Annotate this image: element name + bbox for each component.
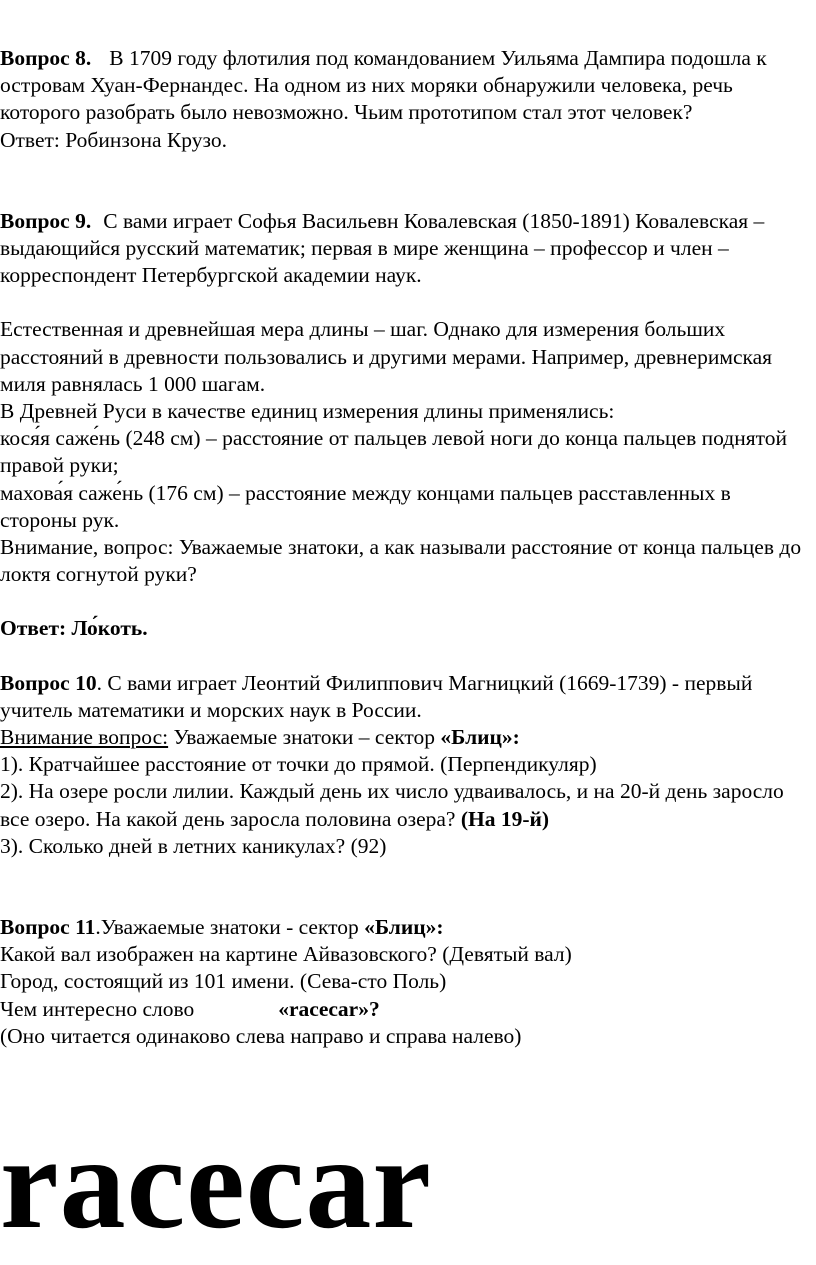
question-10-item-2 bbox=[0, 778, 812, 832]
question-11-label: Вопрос 11 bbox=[0, 915, 96, 940]
question-9 bbox=[0, 208, 812, 290]
question-10-intro: . С вами играет Леонтий Филиппович Магницкий (1669-1739) - первый учитель математики и морских наук в России. bbox=[0, 670, 753, 722]
question-8-text: В 1709 году флотилия под командованием Уильяма Дампира подошла к островам Хуан-Фернандес. На одном из них моряки обнаружили человека, речь которого разобрать было невозможно. Чьим прототипом стал этот человек? bbox=[0, 46, 767, 125]
question-8-label: Вопрос 8. bbox=[0, 46, 92, 70]
question-11-sector-text: .Уважаемые знатоки - сектор bbox=[95, 915, 365, 940]
question-10 bbox=[0, 670, 812, 724]
question-10-attention: Внимание вопрос: bbox=[0, 725, 169, 750]
question-9-paragraph-2: В Древней Руси в качестве единиц измерения длины применялись: bbox=[0, 399, 615, 424]
question-8-answer: Ответ: Робинзона Крузо. bbox=[0, 127, 227, 152]
question-11 bbox=[0, 914, 812, 941]
question-11-line-3-text: Чем интересно слово bbox=[0, 996, 195, 1021]
question-9-paragraph-4: махова́я саже́нь (176 см) – расстояние между концами пальцев расставленных в стороны рук. bbox=[0, 480, 731, 532]
question-9-answer: Ответ: Ло́коть. bbox=[0, 616, 148, 641]
question-10-blitz: «Блиц»: bbox=[440, 725, 520, 750]
question-9-paragraph-1: Естественная и древнейшая мера длины – шаг. Однако для измерения больших расстояний в древности пользовались и другими мерами. Например, древнеримская миля равнялась 1 000 шагам. bbox=[0, 317, 773, 396]
question-9-paragraph-3: кося́я саже́нь (248 см) – расстояние от пальцев левой ноги до конца пальцев поднятой правой руки; bbox=[0, 426, 787, 478]
question-11-line-4: (Оно читается одинаково слева направо и справа налево) bbox=[0, 1023, 522, 1048]
racecar-big-word: racecar bbox=[0, 1109, 432, 1256]
question-10-sector-text: Уважаемые знатоки – сектор bbox=[168, 725, 441, 750]
question-11-line-3-word: «racecar»? bbox=[278, 996, 380, 1021]
question-8 bbox=[0, 45, 812, 127]
question-10-item-3: 3). Сколько дней в летних каникулах? (92) bbox=[0, 833, 387, 858]
question-9-paragraph-5: Внимание, вопрос: Уважаемые знатоки, а как называли расстояние от конца пальцев до локтя согнутой руки? bbox=[0, 535, 802, 587]
question-10-item-2-text: 2). На озере росли лилии. Каждый день их число удваивалось, и на 20-й день заросло все озеро. На какой день заросла половина озера? bbox=[0, 779, 784, 831]
question-11-line-3 bbox=[0, 996, 812, 1023]
document-body bbox=[0, 45, 812, 1050]
question-9-label: Вопрос 9. bbox=[0, 208, 92, 233]
question-11-blitz: «Блиц»: bbox=[364, 915, 444, 940]
question-10-item-2-answer: (На 19-й) bbox=[460, 806, 550, 831]
question-11-line-1: Какой вал изображен на картине Айвазовского? (Девятый вал) bbox=[0, 942, 572, 967]
question-10-blitz-heading bbox=[0, 724, 812, 751]
question-9-intro: С вами играет Софья Васильевн Ковалевская (1850-1891) Ковалевская – выдающийся русский математик; первая в мире женщина – профессор и член – корреспондент Петербургской академии наук. bbox=[0, 208, 765, 288]
question-10-item-1: 1). Кратчайшее расстояние от точки до прямой. (Перпендикуляр) bbox=[0, 752, 597, 777]
question-10-label: Вопрос 10 bbox=[0, 670, 97, 695]
question-11-line-2: Город, состоящий из 101 имени. (Сева-сто Поль) bbox=[0, 969, 447, 994]
